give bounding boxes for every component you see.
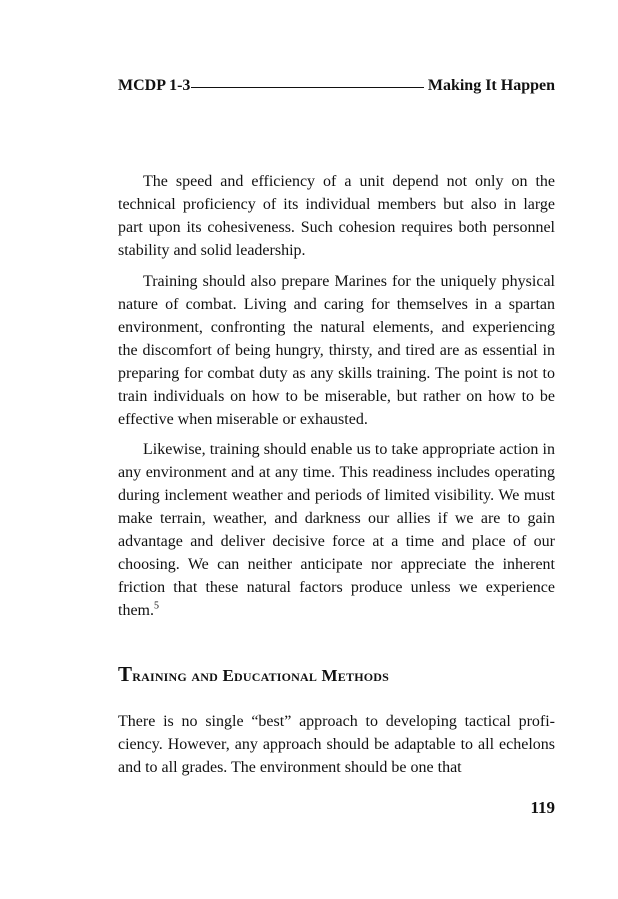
- paragraph-environment: [118, 438, 555, 622]
- paragraph-cohesion: The speed and efficiency of a unit depend not only on the technical proficiency of its individual members but also in large part upon its cohesiveness. Such cohesion requires both personnel stability and solid leadership.: [118, 173, 555, 259]
- running-head-chapter: Making It Happen: [427, 77, 555, 94]
- running-head-rule: [191, 87, 423, 88]
- running-head-publication: MCDP 1-3: [118, 77, 191, 94]
- section-heading-initial: T: [118, 662, 133, 686]
- paragraph-environment-text: Likewise, training should enable us to take appropriate action in any environment and at any time. This readiness includes operating during inclement weather and periods of limited visibility. We must make terrain, weather, and darkness our allies if we are to gain advantage and deliver decisive force at a time and place of our choosing. We can neither anticipate nor appreciate the inherent friction that these natural factors produce unless we experience them.: [118, 441, 555, 619]
- section-heading: [118, 662, 555, 688]
- running-head: [118, 76, 555, 96]
- section-heading-rest: raining and Educational Methods: [132, 666, 390, 685]
- footnote-reference: 5: [154, 600, 159, 612]
- page-number: 119: [530, 798, 555, 817]
- paragraph-physical-nature: Training should also prepare Marines for the uniquely physical nature of combat. Living and caring for themselves in a spartan environment, confronting the natural elements, and experiencing the discomfort of being hungry, thirsty, and tired are as essential in preparing for combat duty as any skills training. The point is not to train individuals on how to be miserable, but rather on how to be effective when miserable or exhausted.: [118, 273, 555, 428]
- paragraph-methods: There is no single “best” approach to developing tactical proficiency. However, any approach should be adaptable to all echelons and to all grades. The environment should be one that: [118, 713, 555, 776]
